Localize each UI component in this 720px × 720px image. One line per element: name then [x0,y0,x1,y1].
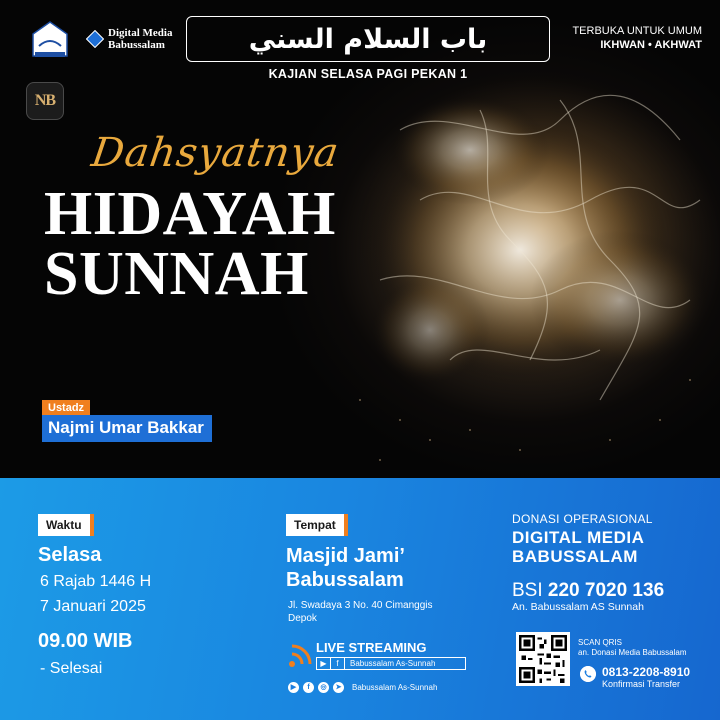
open-line1: TERBUKA UNTUK UMUM [572,25,702,37]
qris-line1: SCAN QRIS [578,638,623,647]
social-links [288,682,437,693]
streaming-channel[interactable] [316,657,466,670]
gregorian-date: 7 Januari 2025 [40,598,146,615]
donation-org [512,528,644,566]
main-title-line2: SUNNAH [44,240,309,308]
qris-line2: an. Donasi Media Babussalam [578,648,687,657]
venue-line2: Babussalam [286,569,404,591]
live-streaming-label: LIVE STREAMING [316,640,427,655]
live-streaming-block [286,640,476,676]
telegram-icon[interactable]: ➤ [333,682,344,693]
address-line1: Jl. Swadaya 3 No. 40 Cimanggis [288,600,433,611]
open-public-note [572,24,702,52]
ustadz-label: Ustadz [42,400,90,416]
arabic-title: باب السلام السني [186,16,550,62]
youtube-icon[interactable]: ▶ [288,682,299,693]
nb-logo [26,82,64,120]
youtube-icon: ▶ [317,658,331,669]
account-number: 220 7020 136 [547,580,665,601]
open-line2: IKHWAN • AKHWAT [600,39,702,51]
facebook-icon[interactable]: f [303,682,314,693]
event-until: - Selesai [40,660,103,677]
qris-code [516,632,570,686]
broadcast-icon [286,640,314,670]
channel-name: Babussalam As-Sunnah [350,659,436,668]
waktu-tag: Waktu [38,514,94,536]
phone-number[interactable]: 0813-2208-8910 [602,665,691,679]
bank-account [512,580,664,602]
brand-line1: Digital Media [108,27,173,39]
nb-logo-text: NB [34,92,56,109]
speaker-name: Najmi Umar Bakkar [42,415,212,442]
whatsapp-icon[interactable] [580,666,596,682]
info-section [0,478,720,720]
event-time: 09.00 WIB [38,630,133,652]
instagram-icon[interactable]: ◎ [318,682,329,693]
facebook-icon: f [331,658,345,669]
main-title [44,180,336,308]
venue-address [288,599,468,625]
donation-org-line2: BABUSSALAM [512,547,638,566]
diamond-icon [86,30,104,48]
donation-org-line1: DIGITAL MEDIA [512,528,645,547]
brand-line2: Babussalam [108,39,165,51]
event-day: Selasa [38,544,102,566]
bank-name: BSI [512,580,543,601]
main-title-line1: HIDAYAH [44,180,336,248]
account-name: An. Babussalam AS Sunnah [512,601,644,613]
hijri-date: 6 Rajab 1446 H [40,573,152,590]
tempat-tag: Tempat [286,514,348,536]
digital-media-logo [86,22,172,56]
phone-note: Konfirmasi Transfer [602,679,681,689]
masjid-logo [22,14,78,64]
social-handle: Babussalam As-Sunnah [352,683,438,692]
kajian-subtitle: KAJIAN SELASA PAGI PEKAN 1 [268,67,468,81]
address-line2: Depok [288,613,317,624]
venue-line1: Masjid Jami’ [286,545,405,567]
qris-caption [578,638,687,658]
donation-label: DONASI OPERASIONAL [512,512,653,526]
venue-name [286,544,405,592]
script-title: Dahsyatnya [88,130,343,176]
